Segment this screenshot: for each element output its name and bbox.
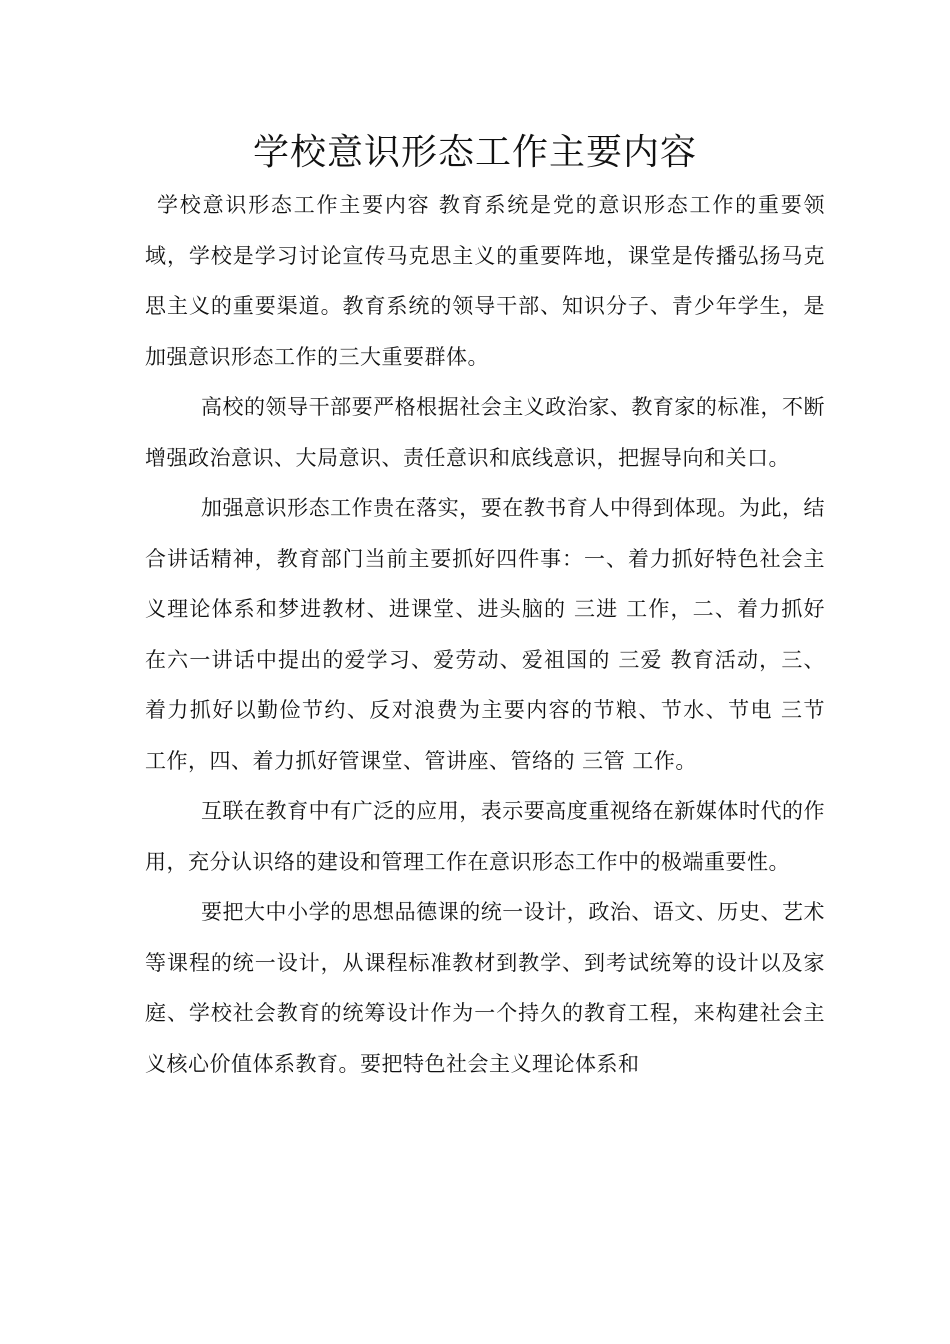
paragraph-2: 高校的领导干部要严格根据社会主义政治家、教育家的标准，不断增强政治意识、大局意识、责任意识和底线意识，把握导向和关口。: [145, 395, 825, 470]
document-title: 学校意识形态工作主要内容: [252, 132, 697, 173]
paragraph-5: 要把大中小学的思想品德课的统一设计，政治、语文、历史、艺术等课程的统一设计，从课程标准教材到教学、到考试统筹的设计以及家庭、学校社会教育的统筹设计作为一个持久的教育工程，来构建社会主义核心价值体系教育。要把特色社会主义理论体系和: [145, 900, 825, 1076]
document-body: [145, 180, 825, 1089]
paragraph-4: 互联在教育中有广泛的应用，表示要高度重视络在新媒体时代的作用，充分认识络的建设和管理工作在意识形态工作中的极端重要性。: [145, 799, 825, 874]
paragraph-3: 加强意识形态工作贵在落实，要在教书育人中得到体现。为此，结合讲话精神，教育部门当前主要抓好四件事：一、着力抓好特色社会主义理论体系和梦进教材、进课堂、进头脑的 三进 工作，二、着力抓好在六一讲话中提出的爱学习、爱劳动、爱祖国的 三爱 教育活动，三、着力抓好以勤俭节约、反对浪费为主要内容的节粮、节水、节电 三节 工作，四、着力抓好管课堂、管讲座、管络的 三管 工作。: [145, 496, 825, 773]
paragraph-1: 学校意识形态工作主要内容 教育系统是党的意识形态工作的重要领域，学校是学习讨论宣传马克思主义的重要阵地，课堂是传播弘扬马克思主义的重要渠道。教育系统的领导干部、知识分子、青少年学生，是加强意识形态工作的三大重要群体。: [145, 193, 825, 369]
